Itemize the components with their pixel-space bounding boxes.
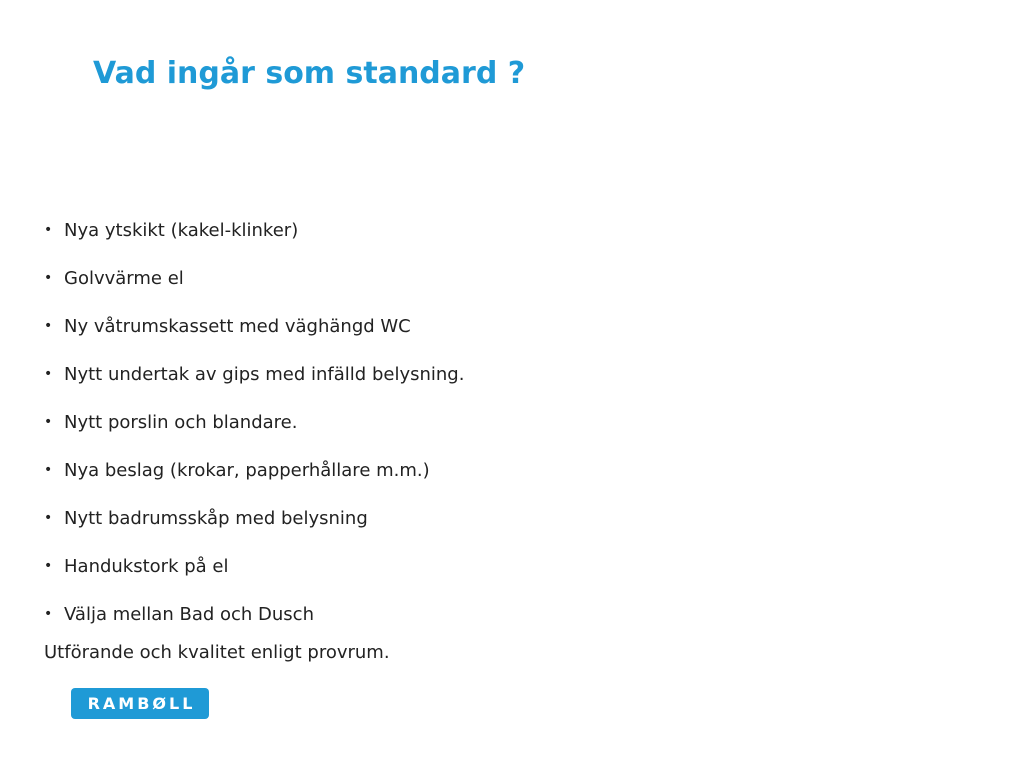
logo-text: RAMBØLL (87, 694, 196, 713)
bullet-icon: • (44, 366, 53, 382)
bullet-item (44, 398, 464, 446)
bullet-item (44, 350, 464, 398)
bullet-text: Nytt undertak av gips med infälld belysning. (64, 363, 465, 385)
bullet-icon: • (44, 606, 53, 622)
bullet-item (44, 206, 464, 254)
footnote-text: Utförande och kvalitet enligt provrum. (44, 642, 390, 663)
bullet-text: Nya ytskikt (kakel-klinker) (64, 219, 299, 241)
slide-title: Vad ingår som standard ? (93, 56, 526, 91)
bullet-item (44, 494, 464, 542)
bullet-text: Nya beslag (krokar, papperhållare m.m.) (64, 459, 430, 481)
bullet-text: Ny våtrumskassett med väghängd WC (64, 315, 411, 337)
bullet-text: Golvvärme el (64, 267, 184, 289)
bullet-text: Handukstork på el (64, 555, 229, 577)
ramboll-logo (71, 688, 209, 719)
bullet-icon: • (44, 462, 53, 478)
bullet-list (44, 206, 464, 638)
bullet-item (44, 446, 464, 494)
bullet-icon: • (44, 318, 53, 334)
bullet-text: Välja mellan Bad och Dusch (64, 603, 314, 625)
bullet-text: Nytt badrumsskåp med belysning (64, 507, 368, 529)
bullet-icon: • (44, 558, 53, 574)
bullet-icon: • (44, 414, 53, 430)
bullet-text: Nytt porslin och blandare. (64, 411, 298, 433)
bullet-item (44, 590, 464, 638)
bullet-icon: • (44, 270, 53, 286)
bullet-item (44, 542, 464, 590)
bullet-icon: • (44, 510, 53, 526)
bullet-item (44, 254, 464, 302)
bullet-item (44, 302, 464, 350)
bullet-icon: • (44, 222, 53, 238)
